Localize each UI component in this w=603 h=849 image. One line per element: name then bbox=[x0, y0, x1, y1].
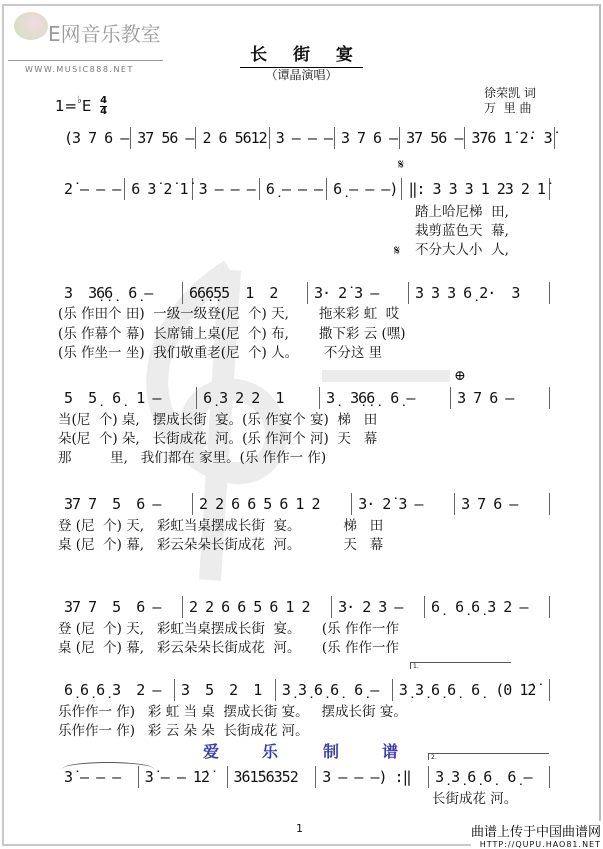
measure: 3· 2̇ 3 – bbox=[308, 282, 409, 304]
lyrics-verse-2: 乐作作一 作) 彩 云 朵 朵 长街成花 河。 bbox=[58, 723, 309, 739]
page-number: 1 bbox=[296, 822, 303, 835]
lyrics-verse-3: (乐 作坐一 坐) 我们敬重老(尼 个) 人。 不分这 里 bbox=[58, 345, 383, 361]
lyrics-verse-3: 那 里, 我们都在 家里。(乐 作作一 作) bbox=[58, 450, 327, 466]
measure: 2 6 5612 bbox=[196, 127, 269, 149]
measure: 3 3 3 6̣ 2· 3 bbox=[409, 282, 550, 304]
logo-flower-icon bbox=[14, 12, 48, 40]
lyrics-verse-1: 登 (尼 个) 天, 彩虹当桌摆成长街 宴。 (乐 作作一作 bbox=[58, 621, 399, 637]
measure: 37 56 – bbox=[131, 127, 196, 149]
segno-icon: 𝄋 bbox=[394, 243, 401, 259]
staff-row-2 bbox=[58, 178, 550, 200]
measure: 6̣6̣6̣55 1 2 bbox=[183, 282, 308, 304]
logo-url: WWW.MUSIC888.NET bbox=[25, 65, 134, 74]
segno-icon: 𝄋 bbox=[398, 157, 405, 173]
measure: 3 – – – bbox=[193, 178, 260, 200]
song-performer: （谭晶演唱） bbox=[265, 68, 338, 82]
measure: 3̇61̇56352 bbox=[228, 766, 317, 788]
lyrics-verse-1: 登 (尼 个) 天, 彩虹当桌摆成长街 宴。 梯 田 bbox=[58, 518, 384, 534]
measure: 3 – – – bbox=[270, 127, 335, 149]
lyrics-verse-2: 桌 (尼 个) 幕, 彩云朵朵长街成花 河。 天 幕 bbox=[58, 537, 384, 553]
stamp-char: 谱 bbox=[382, 742, 399, 761]
lyrics-verse-2: 朵(尼 个) 朵, 长街成花 河。(乐 作河个 河) 天 幕 bbox=[58, 431, 378, 447]
stamp-char: 乐 bbox=[262, 742, 279, 761]
measure: ‖: 3 3 3 1 23 2 1̇ bbox=[402, 178, 550, 200]
key-signature bbox=[55, 96, 107, 117]
measure: 3̣ 3̣ 6̣ 6̣ 6̣ – bbox=[276, 679, 393, 701]
stamp-char: 制 bbox=[323, 742, 340, 761]
song-title bbox=[0, 40, 603, 65]
staff-row-4 bbox=[58, 387, 550, 409]
time-signature bbox=[100, 96, 107, 117]
measure: 5 5̣ 6̣ 1 – bbox=[58, 387, 197, 409]
volta-1-bracket bbox=[410, 662, 511, 669]
measure: 3· 2̇ 3 – bbox=[352, 493, 455, 515]
volta-1-label: 1. bbox=[413, 663, 419, 670]
measure: 6 3̇ 2̇ 1̇ bbox=[125, 178, 192, 200]
measure: 3· 2 3 – bbox=[332, 596, 425, 618]
staff-row-3 bbox=[58, 282, 550, 304]
lyrics-verse-1: 当(尼 个) 桌, 摆成长街 宴。(乐 作宴个 宴) 梯 田 bbox=[58, 412, 378, 428]
lyrics-verse-2: (乐 作幕个 幕) 长席铺上桌(尼 个) 布, 撒下彩 云 (嘿) bbox=[58, 326, 406, 342]
credits bbox=[484, 86, 536, 116]
lyrics-verse-1: 踏上哈尼梯 田, bbox=[415, 204, 509, 220]
staff-row-1 bbox=[58, 127, 550, 149]
staff-row-6 bbox=[58, 596, 550, 618]
lyricist: 徐荣凯 词 bbox=[484, 86, 536, 100]
measure: 3̇ – – 1̇2̇ bbox=[139, 766, 228, 788]
coda-icon: ⊕ bbox=[454, 368, 466, 384]
composer: 万 里 曲 bbox=[484, 101, 532, 115]
logo-name: E网音乐教室 bbox=[48, 22, 161, 46]
measure: 2 2 6 6 5 6 1 2 bbox=[193, 493, 352, 515]
lyrics-verse-2: 桌 (尼 个) 幕, 彩云朵朵长街成花 河。 (乐 作作一作 bbox=[58, 640, 399, 656]
measure: 3̇ – – – bbox=[58, 766, 139, 788]
stamp-char: 爱 bbox=[203, 742, 220, 761]
measure: 3 3̣6̣6̣ 6̣ – bbox=[58, 282, 183, 304]
measure: 6̣ – – – bbox=[260, 178, 327, 200]
ts-bottom: 4 bbox=[100, 106, 108, 117]
source-footer bbox=[471, 821, 601, 849]
measure: 3 5 2 1 bbox=[175, 679, 276, 701]
ts-top: 4 bbox=[100, 95, 108, 106]
flat-symbol: ♭ bbox=[77, 95, 82, 106]
key-label: 1= bbox=[55, 97, 78, 115]
footer-site-name: 曲谱上传于中国曲谱网 bbox=[471, 821, 601, 840]
measure: 3̣ 3̣ 6̣ 6̣ 6̣ – bbox=[429, 766, 550, 788]
key-note: E bbox=[81, 97, 92, 115]
measure: 6̣ – – –) bbox=[327, 178, 402, 200]
volta-2-bracket bbox=[428, 753, 549, 760]
volta-2-label: 2. bbox=[431, 754, 437, 761]
measure: 3̣ 3̣6̣6̣ 6̣ – bbox=[320, 387, 451, 409]
footer-site-url: HTTP://QUPU.HAO81.NET bbox=[471, 840, 601, 849]
staff-row-8 bbox=[58, 766, 550, 788]
measure: 376 1̇ 2̇· 3̇ bbox=[465, 127, 554, 149]
measure: 3 – – –) :‖ bbox=[316, 766, 429, 788]
measure: 6̣ 6̣ 6̣ 3 2 – bbox=[58, 679, 175, 701]
measure: 6̣ 3 2 2 1 bbox=[197, 387, 320, 409]
measure: 2̇ – – – bbox=[58, 178, 125, 200]
measure: 37 56 – bbox=[400, 127, 465, 149]
measure: (3 7 6 – bbox=[58, 127, 131, 149]
lyrics-verse-1: (乐 作田个 田) 一级一级登(尼 个) 天, 拖来彩 虹 哎 bbox=[58, 306, 400, 322]
measure: 2 2 6 6 5 6 1 2 bbox=[183, 596, 332, 618]
measure: 3 7 6 – bbox=[455, 493, 550, 515]
measure: 3 7 6 – bbox=[451, 387, 550, 409]
measure: 37 7 5 6 – bbox=[58, 596, 183, 618]
measure: 37 7 5 6 – bbox=[58, 493, 193, 515]
measure: 3̣ 3̣ 6̣ 6̣ 6̣ (0 1̇2̇ bbox=[393, 679, 550, 701]
staff-row-5 bbox=[58, 493, 550, 515]
staff-row-7 bbox=[58, 679, 550, 701]
song-title-text: 长 街 宴 bbox=[240, 45, 363, 68]
lyrics-verse-3: 不分大人小 人, bbox=[415, 242, 509, 258]
lyrics-verse-1: 乐作作一 作) 彩 虹 当 桌 摆成长街 宴。 摆成长街 宴。 bbox=[58, 704, 407, 720]
lyrics-verse-2: 长街成花 河。 bbox=[432, 791, 518, 807]
watermark-bar bbox=[322, 370, 450, 382]
measure: 3 7 6 – bbox=[335, 127, 400, 149]
lyrics-verse-2: 栽剪蓝色天 幕, bbox=[415, 223, 509, 239]
measure: 6̣ 6̣ 6̣ 3 2 – bbox=[425, 596, 550, 618]
